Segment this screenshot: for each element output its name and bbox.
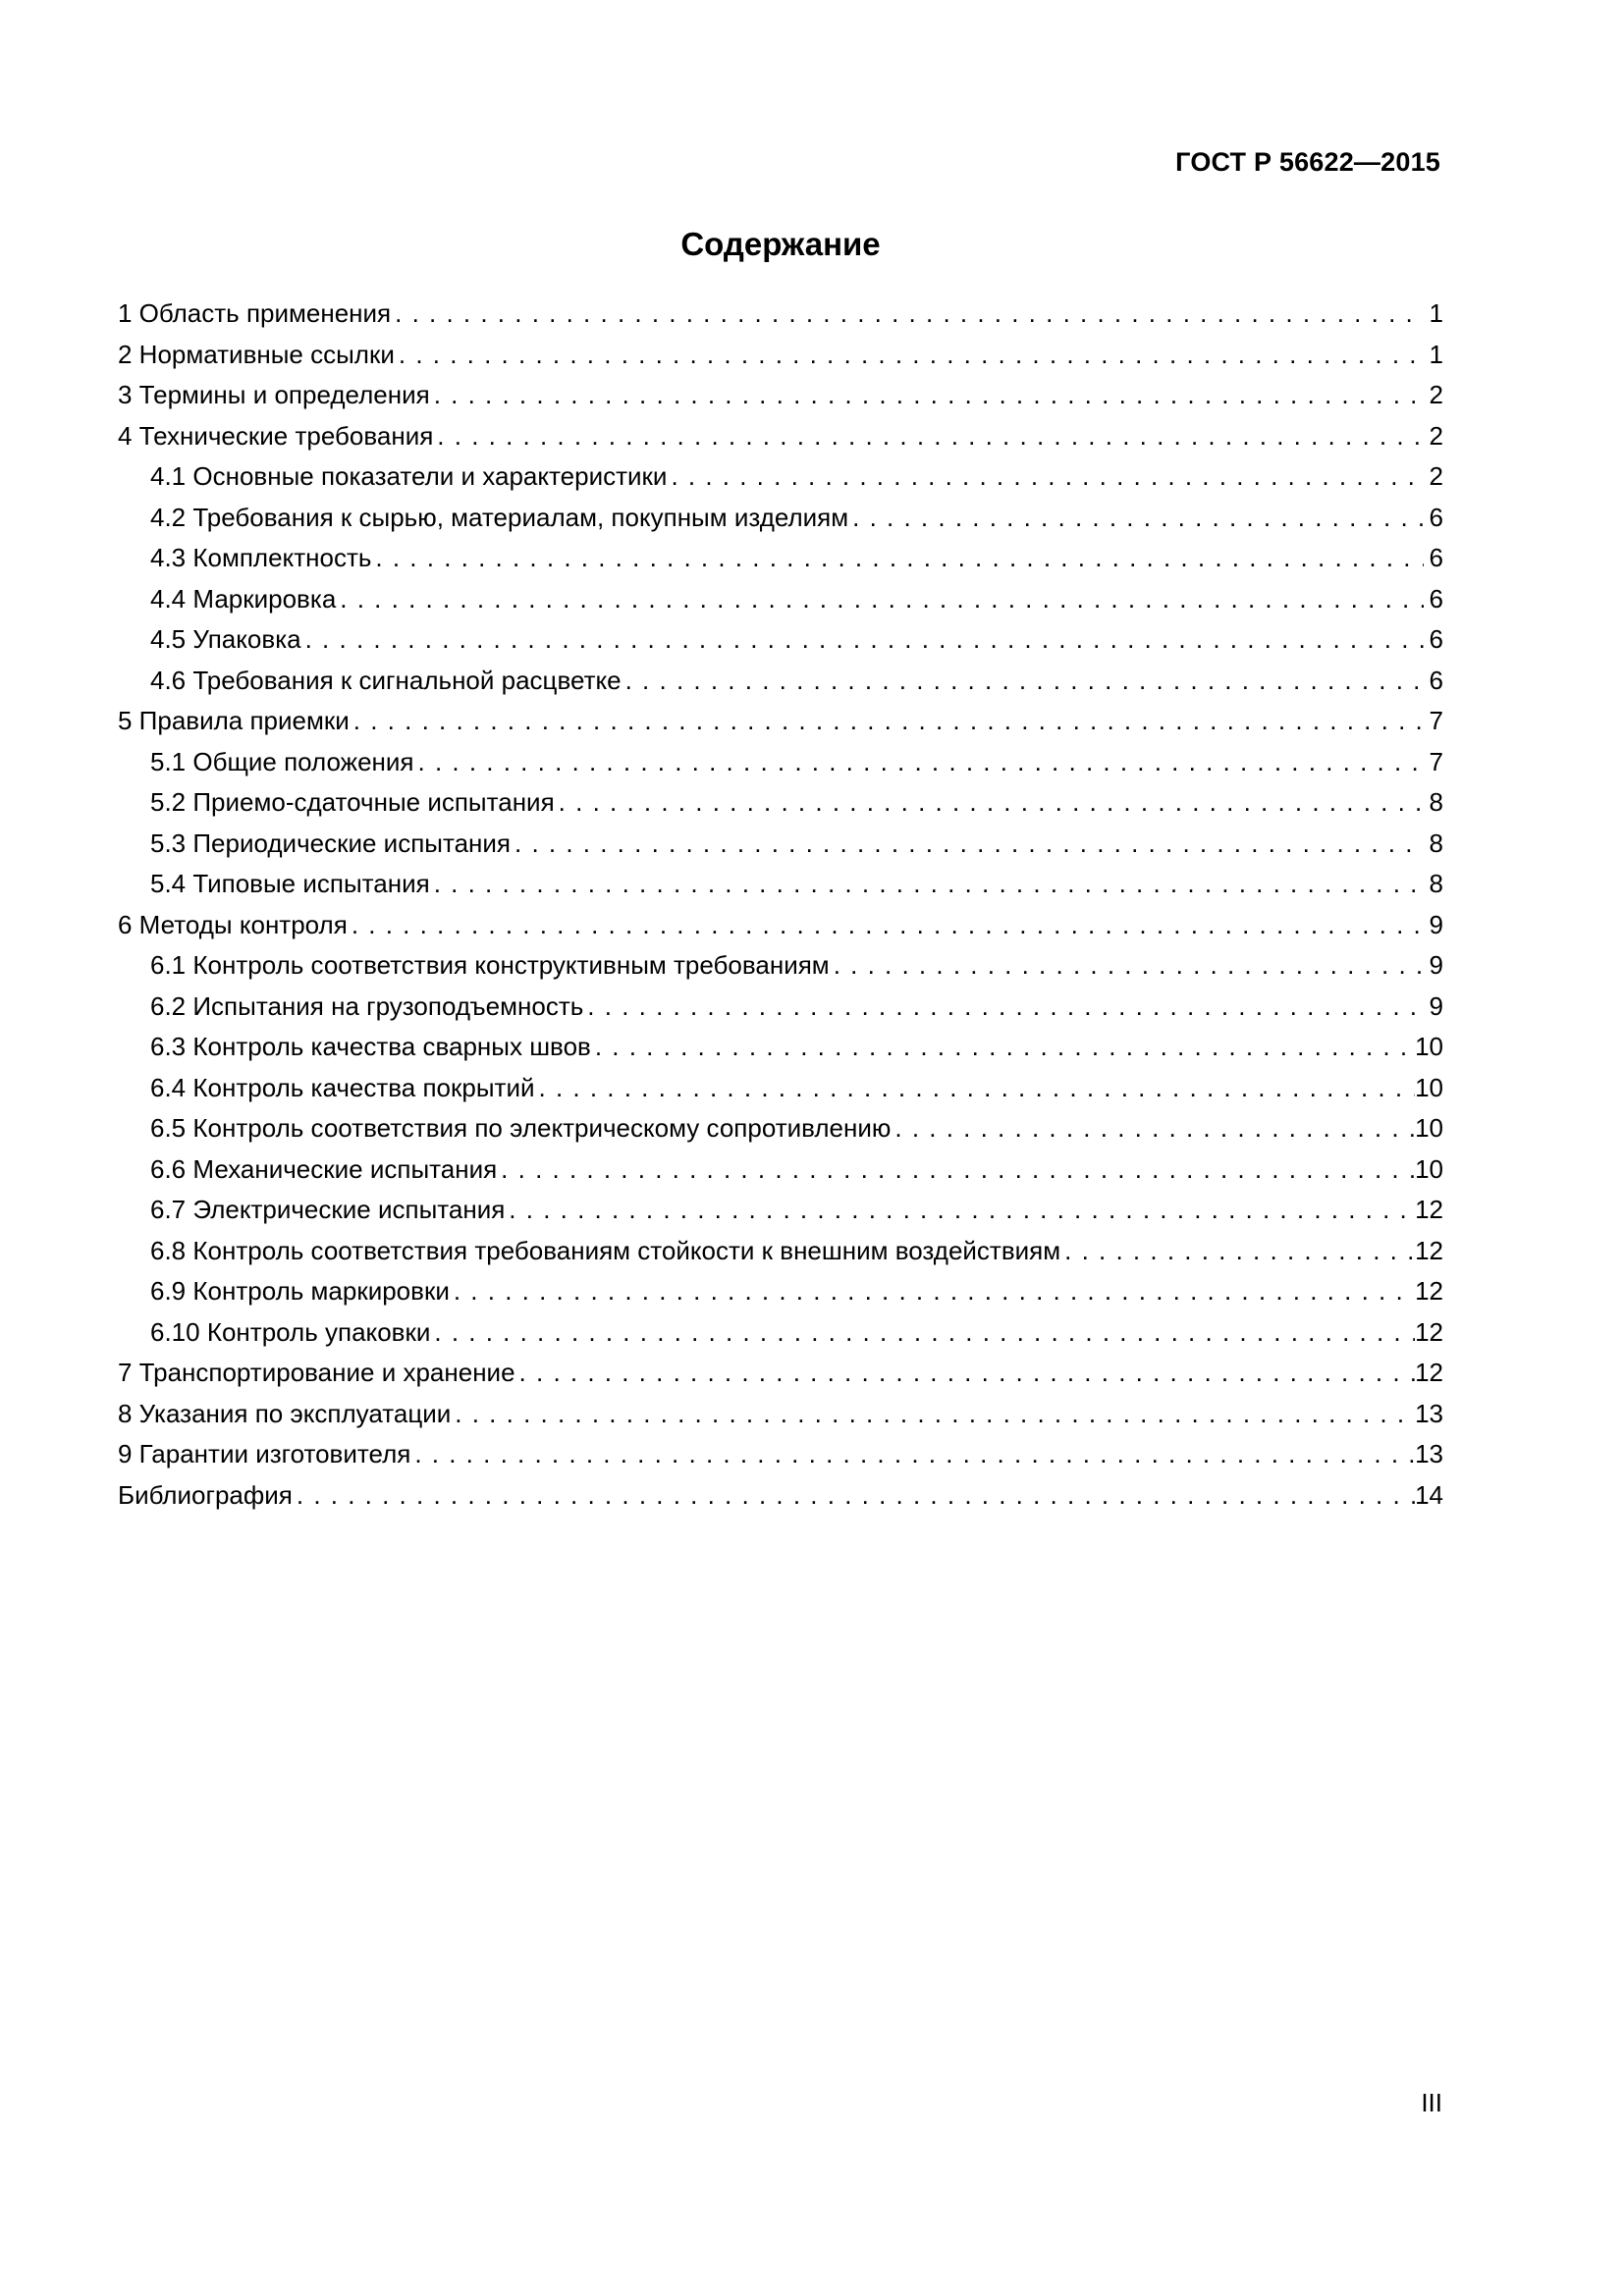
toc-entry[interactable] (118, 416, 1443, 457)
toc-entry-label: 3 Термины и определения (118, 380, 430, 409)
toc-entry-page: 10 (1415, 1032, 1443, 1061)
toc-entry[interactable] (118, 1149, 1443, 1191)
toc-entry-page: 9 (1429, 990, 1443, 1021)
toc-leader-dots (305, 619, 1424, 661)
toc-leader-dots (414, 1434, 1415, 1475)
toc-entry-page: 1 (1429, 298, 1443, 328)
toc-leader-dots (519, 1353, 1416, 1394)
toc-entry[interactable] (118, 1434, 1443, 1475)
toc-leader-dots (625, 661, 1424, 702)
toc-entry-page: 12 (1415, 1358, 1443, 1387)
toc-entry-page: 6 (1429, 502, 1443, 532)
toc-entry[interactable] (118, 742, 1443, 783)
toc-entry-label: 5 Правила приемки (118, 706, 350, 735)
toc-entry-page: 7 (1429, 746, 1443, 776)
toc-entry-label: 4.4 Маркировка (150, 583, 337, 614)
toc-entry-page: 1 (1429, 339, 1443, 369)
toc-entry-label: 2 Нормативные ссылки (118, 339, 395, 369)
toc-entry-page: 6 (1429, 583, 1443, 614)
toc-leader-dots (434, 1312, 1415, 1354)
toc-leader-dots (395, 294, 1424, 335)
toc-leader-dots (434, 864, 1424, 905)
toc-leader-dots (353, 701, 1424, 742)
toc-entry-label: 6.4 Контроль качества покрытий (150, 1072, 535, 1102)
toc-entry-label: 5.2 Приемо-сдаточные испытания (150, 787, 555, 817)
toc-entry-page: 12 (1415, 1276, 1443, 1306)
toc-entry[interactable] (118, 661, 1443, 702)
document-code: ГОСТ Р 56622—2015 (1175, 147, 1440, 177)
toc-entry[interactable] (118, 1108, 1443, 1149)
toc-leader-dots (455, 1394, 1415, 1435)
toc-entry[interactable] (118, 701, 1443, 742)
toc-leader-dots (1064, 1231, 1415, 1272)
toc-entry-label: 5.4 Типовые испытания (150, 869, 430, 898)
toc-entry-page: 12 (1415, 1316, 1443, 1347)
toc-entry-page: 9 (1429, 950, 1443, 980)
toc-entry[interactable] (118, 824, 1443, 865)
toc-leader-dots (297, 1475, 1415, 1517)
toc-leader-dots (587, 987, 1424, 1028)
toc-entry-page: 13 (1415, 1439, 1443, 1468)
toc-entry-label: 6.1 Контроль соответствия конструктивным требованиям (150, 950, 830, 980)
toc-entry[interactable] (118, 335, 1443, 376)
toc-entry-page: 14 (1415, 1479, 1443, 1510)
toc-entry-page: 12 (1415, 1235, 1443, 1265)
toc-leader-dots (514, 824, 1424, 865)
toc-entry[interactable] (118, 987, 1443, 1028)
toc-entry-label: 4.6 Требования к сигнальной расцветке (150, 665, 622, 695)
toc-entry-label: 4.2 Требования к сырью, материалам, покупным изделиям (150, 502, 849, 532)
toc-entry-label: 5.1 Общие положения (150, 746, 414, 776)
toc-leader-dots (894, 1108, 1415, 1149)
toc-leader-dots (834, 945, 1424, 987)
toc-leader-dots (595, 1027, 1415, 1068)
toc-entry-page: 10 (1415, 1072, 1443, 1102)
page-number: III (1421, 2088, 1442, 2117)
toc-leader-dots (340, 579, 1424, 620)
toc-entry-label: 6.8 Контроль соответствия требованиям стойкости к внешним воздействиям (150, 1235, 1061, 1265)
toc-entry[interactable] (118, 1312, 1443, 1354)
toc-entry-page: 2 (1429, 380, 1443, 409)
toc-entry-page: 10 (1415, 1113, 1443, 1143)
toc-entry-label: 6.9 Контроль маркировки (150, 1276, 450, 1306)
toc-entry[interactable] (118, 864, 1443, 905)
toc-entry[interactable] (118, 375, 1443, 416)
toc-entry-label: Библиография (118, 1479, 293, 1510)
toc-leader-dots (437, 416, 1424, 457)
toc-entry-label: 6.10 Контроль упаковки (150, 1316, 431, 1347)
toc-leader-dots (539, 1068, 1416, 1109)
toc-entry-label: 6.6 Механические испытания (150, 1153, 498, 1184)
toc-entry[interactable] (118, 538, 1443, 579)
toc-entry[interactable] (118, 619, 1443, 661)
toc-entry-page: 6 (1429, 543, 1443, 572)
toc-entry-label: 6.7 Электрические испытания (150, 1195, 506, 1224)
toc-leader-dots (559, 782, 1424, 824)
table-of-contents (118, 294, 1443, 1516)
toc-entry-label: 6.2 Испытания на грузоподъемность (150, 990, 584, 1021)
toc-entry[interactable] (118, 1475, 1443, 1517)
toc-leader-dots (399, 335, 1424, 376)
toc-entry[interactable] (118, 579, 1443, 620)
toc-entry[interactable] (118, 498, 1443, 539)
toc-entry-label: 7 Транспортирование и хранение (118, 1358, 515, 1387)
toc-entry-label: 4 Технические требования (118, 420, 434, 451)
toc-entry-page: 6 (1429, 665, 1443, 695)
toc-entry[interactable] (118, 1271, 1443, 1312)
toc-entry-page: 12 (1415, 1195, 1443, 1224)
toc-entry[interactable] (118, 905, 1443, 946)
toc-leader-dots (418, 742, 1425, 783)
toc-entry-label: 8 Указания по эксплуатации (118, 1398, 452, 1428)
toc-entry-page: 10 (1415, 1153, 1443, 1184)
toc-entry[interactable] (118, 1394, 1443, 1435)
toc-entry-page: 8 (1429, 828, 1443, 858)
toc-entry-label: 4.3 Комплектность (150, 543, 372, 572)
toc-entry-label: 6.5 Контроль соответствия по электрическому сопротивлению (150, 1113, 892, 1143)
toc-title: Содержание (680, 226, 881, 262)
toc-leader-dots (434, 375, 1424, 416)
toc-entry-label: 9 Гарантии изготовителя (118, 1439, 411, 1468)
toc-entry[interactable] (118, 1353, 1443, 1394)
toc-entry[interactable] (118, 945, 1443, 987)
toc-entry-label: 4.5 Упаковка (150, 624, 301, 654)
toc-leader-dots (352, 905, 1424, 946)
toc-entry[interactable] (118, 1068, 1443, 1109)
toc-entry-page: 2 (1429, 461, 1443, 491)
toc-entry-page: 2 (1429, 420, 1443, 451)
toc-entry[interactable] (118, 1027, 1443, 1068)
toc-entry-page: 8 (1429, 869, 1443, 898)
toc-entry-page: 8 (1429, 787, 1443, 817)
toc-leader-dots (501, 1149, 1415, 1191)
toc-leader-dots (509, 1190, 1415, 1231)
toc-entry[interactable] (118, 782, 1443, 824)
toc-entry[interactable] (118, 456, 1443, 498)
toc-entry-label: 4.1 Основные показатели и характеристики (150, 461, 668, 491)
toc-entry-label: 1 Область применения (118, 298, 392, 328)
toc-entry-label: 6 Методы контроля (118, 909, 348, 939)
toc-entry-page: 9 (1429, 909, 1443, 939)
toc-entry-page: 7 (1429, 706, 1443, 735)
toc-entry-page: 13 (1415, 1398, 1443, 1428)
toc-leader-dots (852, 498, 1424, 539)
toc-entry[interactable] (118, 1231, 1443, 1272)
toc-entry-page: 6 (1429, 624, 1443, 654)
toc-entry[interactable] (118, 294, 1443, 335)
toc-entry-label: 6.3 Контроль качества сварных швов (150, 1032, 591, 1061)
toc-leader-dots (375, 538, 1424, 579)
toc-entry[interactable] (118, 1190, 1443, 1231)
toc-entry-label: 5.3 Периодические испытания (150, 828, 511, 858)
toc-leader-dots (454, 1271, 1415, 1312)
toc-leader-dots (671, 456, 1424, 498)
